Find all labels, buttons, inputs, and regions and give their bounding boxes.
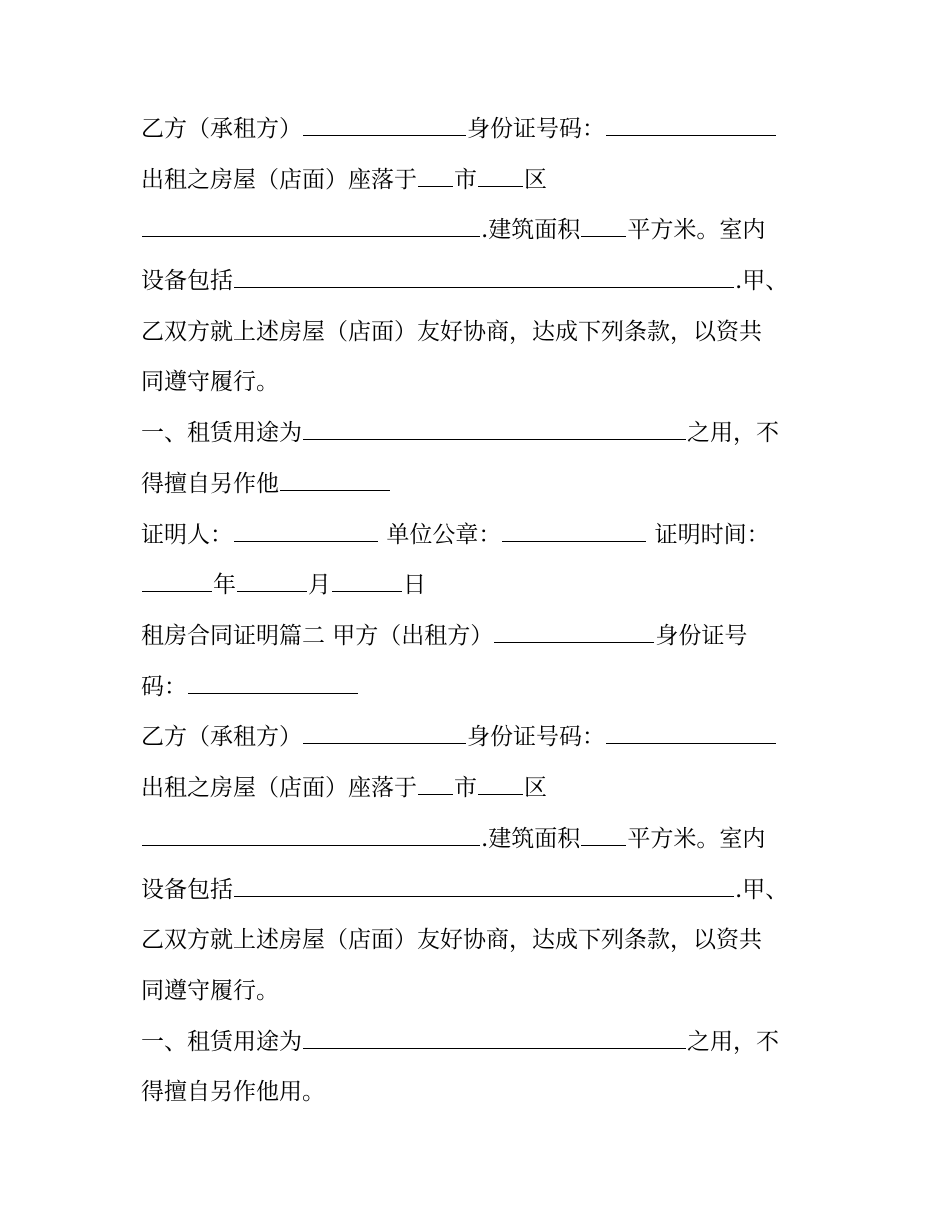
tenant-line (141, 722, 777, 752)
tenant-id-blank (606, 114, 776, 136)
agreement-line (141, 317, 762, 347)
address-blank (142, 824, 480, 846)
equipment-blank (234, 266, 734, 288)
text-segment: 乙方（承租方） (141, 724, 302, 750)
text-segment: 年 (213, 572, 236, 598)
text-segment: 一、租赁用途为 (141, 420, 302, 446)
equipment-blank (234, 875, 734, 897)
area-blank (581, 215, 626, 237)
tenant-name-blank (303, 722, 466, 744)
landlord-line (141, 621, 747, 651)
text-segment: 之用，不 (687, 420, 779, 446)
day-blank (332, 570, 402, 592)
area-line (141, 824, 765, 854)
text-segment: 市 (454, 775, 477, 801)
text-segment: 之用，不 (687, 1029, 779, 1055)
text-segment: 得擅自另作他用。 (141, 1079, 325, 1105)
text-segment: 一、租赁用途为 (141, 1029, 302, 1055)
usage-blank (303, 1027, 686, 1049)
city-blank (418, 165, 453, 187)
agreement-line (141, 925, 762, 955)
usage-blank (303, 418, 686, 440)
text-segment: 码： (141, 674, 187, 700)
text-segment: 证明时间： (654, 522, 770, 548)
text-segment: 身份证号码： (467, 116, 605, 142)
equipment-line (141, 875, 788, 905)
text-segment: 平方米。室内 (627, 217, 766, 243)
text-segment: .建筑面积 (481, 217, 581, 243)
text-segment: 租房合同证明篇二 甲方（出租方） (141, 623, 494, 649)
equipment-line (141, 266, 788, 296)
text-segment: 区 (524, 775, 547, 801)
city-blank (418, 773, 453, 795)
witness-blank (234, 520, 378, 542)
text-segment: 得擅自另作他 (141, 471, 279, 497)
usage-line (141, 1027, 779, 1057)
area-blank (581, 824, 626, 846)
agreement-line-end (141, 976, 279, 1006)
text-segment: 日 (403, 572, 426, 598)
landlord-id-line (141, 672, 359, 702)
tenant-line (141, 114, 777, 144)
tenant-name-blank (303, 114, 466, 136)
seal-blank (502, 520, 646, 542)
text-segment: 单位公章： (386, 522, 502, 548)
text-segment: 证明人： (141, 522, 233, 548)
agreement-line-end (141, 367, 279, 397)
month-blank (237, 570, 307, 592)
text-segment: 设备包括 (141, 268, 233, 294)
year-blank (142, 570, 212, 592)
text-segment: 身份证号码： (467, 724, 605, 750)
usage-line (141, 418, 779, 448)
text-segment: .建筑面积 (481, 826, 581, 852)
tenant-id-blank (606, 722, 776, 744)
district-blank (478, 773, 523, 795)
text-segment: 身份证号 (655, 623, 748, 649)
text-segment: 月 (308, 572, 331, 598)
address-blank (142, 215, 480, 237)
text-segment: 平方米。室内 (627, 826, 766, 852)
text-segment: .甲、 (735, 268, 789, 294)
text-segment: 乙方（承租方） (141, 116, 302, 142)
text-segment: 同遵守履行。 (141, 369, 279, 395)
landlord-name-blank (494, 621, 654, 643)
text-segment: 出租之房屋（店面）座落于 (141, 775, 417, 801)
text-segment: 区 (524, 167, 547, 193)
other-use-blank (280, 469, 390, 491)
date-line (141, 570, 426, 600)
district-blank (478, 165, 523, 187)
usage-line-end (141, 469, 391, 499)
text-segment: .甲、 (735, 877, 789, 903)
location-line (141, 165, 547, 195)
location-line (141, 773, 547, 803)
text-segment: 市 (454, 167, 477, 193)
area-line (141, 215, 765, 245)
witness-line (141, 520, 770, 550)
text-segment: 设备包括 (141, 877, 233, 903)
usage-line-end (141, 1077, 325, 1107)
landlord-id-blank (188, 672, 358, 694)
text-segment: 出租之房屋（店面）座落于 (141, 167, 417, 193)
text-segment: 乙双方就上述房屋（店面）友好协商，达成下列条款，以资共 (141, 927, 762, 953)
text-segment: 乙双方就上述房屋（店面）友好协商，达成下列条款，以资共 (141, 319, 762, 345)
text-segment: 同遵守履行。 (141, 978, 279, 1004)
